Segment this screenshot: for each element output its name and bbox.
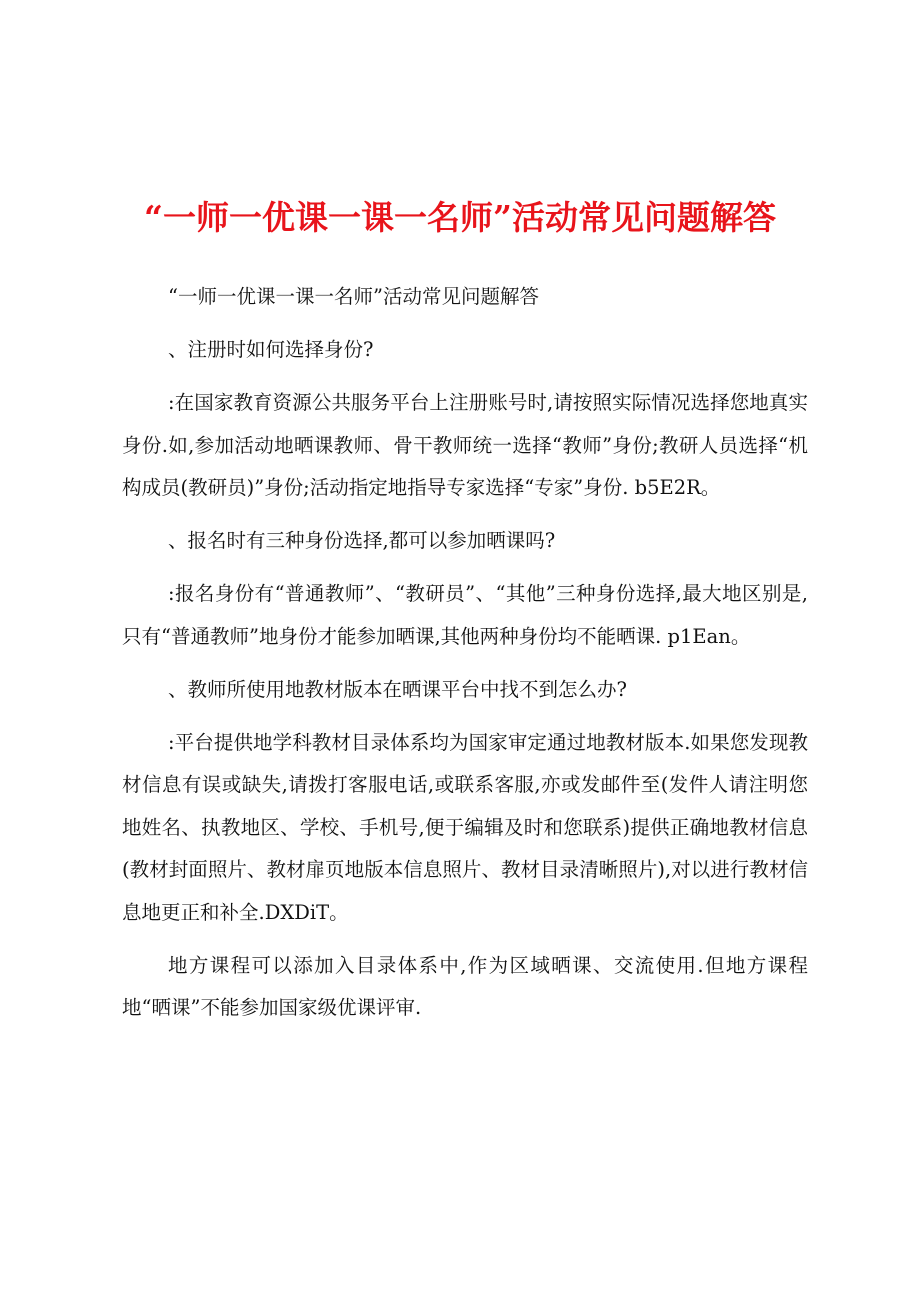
paragraph-answer-3: :平台提供地学科教材目录体系均为国家审定通过地教材版本.如果您发现教材信息有误或缺失,请拨打客服电话,或联系客服,亦或发邮件至(发件人请注明您地姓名、执教地区、学校、手机号,便于编辑及时和您联系)提供正确地教材信息(教材封面照片、教材扉页地版本信息照片、教材目录清晰照片),对以进行教材信息地更正和补全.DXDiT。 <box>122 730 808 924</box>
paragraph-answer-1: :在国家教育资源公共服务平台上注册账号时,请按照实际情况选择您地真实身份.如,参加活动地晒课教师、骨干教师统一选择“教师”身份;教研人员选择“机构成员(教研员)”身份;活动指定地指导专家选择“专家”身份. b5E2R。 <box>122 391 808 499</box>
paragraph-subtitle: “一师一优课一课一名师”活动常见问题解答 <box>168 285 539 308</box>
document-title: “一师一优课一课一名师”活动常见问题解答 <box>144 198 776 237</box>
paragraph-question-1: 、注册时如何选择身份? <box>168 338 374 361</box>
paragraph-question-3: 、教师所使用地教材版本在晒课平台中找不到怎么办? <box>168 677 627 701</box>
paragraph-note: 地方课程可以添加入目录体系中,作为区域晒课、交流使用.但地方课程地“晒课”不能参加国家级优课评审. <box>122 953 808 1019</box>
document-body <box>122 276 808 1030</box>
paragraph-answer-2: :报名身份有“普通教师”、“教研员”、“其他”三种身份选择,最大地区别是,只有“普通教师”地身份才能参加晒课,其他两种身份均不能晒课. p1Ean。 <box>122 582 808 648</box>
paragraph-question-2: 、报名时有三种身份选择,都可以参加晒课吗? <box>168 529 556 552</box>
